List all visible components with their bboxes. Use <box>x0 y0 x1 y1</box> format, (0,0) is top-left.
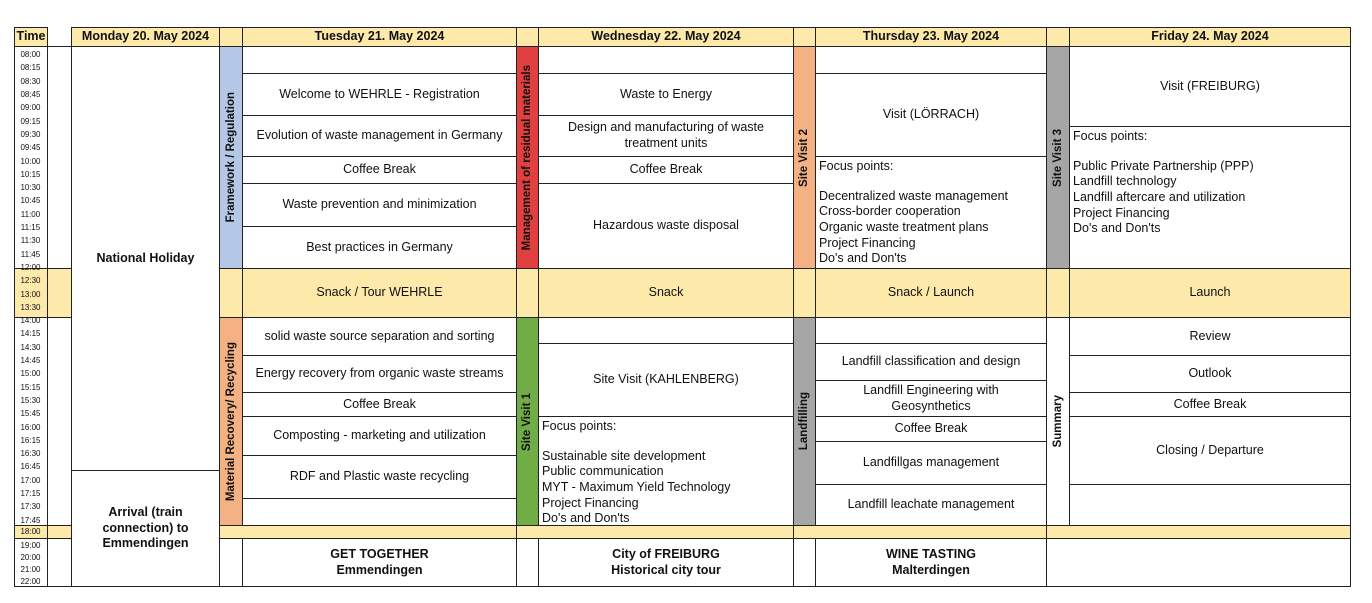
focus-item: Do's and Don'ts <box>1073 221 1161 236</box>
tuesday-session: Energy recovery from organic waste streams <box>242 355 517 393</box>
focus-item: Organic waste treatment plans <box>819 219 989 234</box>
time-label: 10:00 <box>20 156 41 166</box>
focus-item: Do's and Don'ts <box>542 511 630 526</box>
time-label: 14:15 <box>20 329 41 339</box>
tuesday-slot-1730 <box>242 498 517 526</box>
header-sep-3 <box>793 27 816 47</box>
header-friday: Friday 24. May 2024 <box>1069 27 1351 47</box>
header-sep-4 <box>1046 27 1070 47</box>
wednesday-evening-sep <box>516 538 539 587</box>
time-label: 13:00 <box>20 289 41 299</box>
blank-evening <box>47 538 72 587</box>
friday-focus-points <box>1069 126 1351 269</box>
time-label: 15:15 <box>20 382 41 392</box>
time-label: 08:00 <box>20 50 41 60</box>
focus-item: Project Financing <box>819 235 916 250</box>
friday-label-summary <box>1046 317 1070 526</box>
time-label: 17:45 <box>20 515 41 525</box>
wednesday-evening-place: Historical city tour <box>611 562 721 577</box>
friday-evening <box>1046 538 1351 587</box>
time-label: 16:45 <box>20 462 41 472</box>
time-label: 09:30 <box>20 129 41 139</box>
tuesday-label-material <box>219 317 243 526</box>
focus-item: Landfill technology <box>1073 174 1177 189</box>
time-label: 22:00 <box>20 576 41 586</box>
tuesday-label-framework-text: Framework / Regulation <box>224 92 237 223</box>
time-label: 08:30 <box>20 76 41 86</box>
wednesday-session: Hazardous waste disposal <box>538 183 794 269</box>
time-label: 11:45 <box>20 249 41 259</box>
thursday-evening <box>815 538 1047 587</box>
thursday-coffee-break: Coffee Break <box>815 416 1047 442</box>
tuesday-evening <box>242 538 517 587</box>
wednesday-slot-1400 <box>538 317 794 344</box>
monday-national-holiday: National Holiday <box>71 46 220 471</box>
thursday-label-landfilling-text: Landfilling <box>798 392 811 451</box>
wednesday-coffee-break: Coffee Break <box>538 156 794 184</box>
thursday-evening-sep <box>793 538 816 587</box>
time-label: 14:30 <box>20 342 41 352</box>
friday-lunch: Launch <box>1069 268 1351 318</box>
header-sep-1 <box>219 27 243 47</box>
focus-item: Public communication <box>542 464 664 479</box>
tuesday-lunch-sep <box>219 268 243 318</box>
thursday-session: Landfill classification and design <box>815 343 1047 381</box>
time-label: 13:30 <box>20 302 41 312</box>
time-label: 17:30 <box>20 502 41 512</box>
time-label: 18:00 <box>20 527 41 536</box>
tuesday-session: Best practices in Germany <box>242 226 517 269</box>
friday-evening-band <box>1046 525 1351 539</box>
header-sep-2 <box>516 27 539 47</box>
time-label: 08:45 <box>20 90 41 100</box>
thursday-label-site-visit-2 <box>793 46 816 269</box>
time-label: 14:00 <box>20 316 41 326</box>
tuesday-label-framework <box>219 46 243 269</box>
header-thursday: Thursday 23. May 2024 <box>815 27 1047 47</box>
time-label: 09:45 <box>20 143 41 153</box>
wednesday-label-site-visit-1-text: Site Visit 1 <box>521 392 534 451</box>
focus-item: Public Private Partnership (PPP) <box>1073 158 1254 173</box>
tuesday-session: Evolution of waste management in Germany <box>242 115 517 157</box>
thursday-lunch-sep <box>793 268 816 318</box>
friday-lunch-sep <box>1046 268 1070 318</box>
wednesday-evening <box>538 538 794 587</box>
time-label: 14:45 <box>20 356 41 366</box>
header-tuesday: Tuesday 21. May 2024 <box>242 27 517 47</box>
time-label: 11:30 <box>20 236 41 246</box>
friday-focus-title: Focus points: <box>1073 129 1148 143</box>
thursday-session: Landfillgas management <box>815 441 1047 485</box>
time-label: 15:30 <box>20 395 41 405</box>
focus-item: Cross-border cooperation <box>819 204 961 219</box>
time-label: 11:15 <box>20 223 41 233</box>
focus-item: Landfill aftercare and utilization <box>1073 189 1246 204</box>
friday-label-summary-text: Summary <box>1051 395 1064 448</box>
thursday-evening-title: WINE TASTING <box>885 546 977 561</box>
tuesday-session: Waste prevention and minimization <box>242 183 517 227</box>
thursday-focus-title: Focus points: <box>819 159 894 173</box>
tuesday-session: Composting - marketing and utilization <box>242 416 517 456</box>
thursday-session: Landfill leachate management <box>815 484 1047 526</box>
time-label: 12:30 <box>20 276 41 286</box>
focus-item: Do's and Don'ts <box>819 251 907 266</box>
thursday-session: Landfill Engineering with Geosynthetics <box>815 380 1047 417</box>
wednesday-focus-title: Focus points: <box>542 419 617 433</box>
blank-evening-band <box>47 525 72 539</box>
wednesday-label-management-text: Management of residual materials <box>521 64 534 251</box>
tuesday-session: Welcome to WEHRLE - Registration <box>242 73 517 116</box>
tuesday-coffee-break: Coffee Break <box>242 156 517 184</box>
friday-label-site-visit-3 <box>1046 46 1070 269</box>
thursday-evening-place: Malterdingen <box>892 562 970 577</box>
wednesday-session: Waste to Energy <box>538 73 794 116</box>
tuesday-coffee-break: Coffee Break <box>242 392 517 417</box>
thursday-site-visit: Visit (LÖRRACH) <box>815 73 1047 157</box>
time-label: 08:15 <box>20 63 41 73</box>
time-label: 12:00 <box>20 262 41 272</box>
tuesday-evening-place: Emmendingen <box>336 562 423 577</box>
time-label: 15:45 <box>20 409 41 419</box>
wednesday-session: Design and manufacturing of waste treatment units <box>538 115 794 157</box>
tuesday-slot-0800 <box>242 46 517 74</box>
wednesday-slot-0800 <box>538 46 794 74</box>
friday-slot-1700 <box>1069 484 1351 526</box>
tuesday-evening-band <box>219 525 517 539</box>
wednesday-lunch: Snack <box>538 268 794 318</box>
friday-session: Outlook <box>1069 355 1351 393</box>
thursday-slot-1400 <box>815 317 1047 344</box>
blank-lunch <box>47 268 72 318</box>
header-monday: Monday 20. May 2024 <box>71 27 220 47</box>
header-time: Time <box>14 27 48 47</box>
time-label: 20:00 <box>20 552 41 562</box>
focus-item: Project Financing <box>542 495 639 510</box>
time-label: 10:15 <box>20 169 41 179</box>
time-label: 19:00 <box>20 540 41 550</box>
focus-item: MYT - Maximum Yield Technology <box>542 479 731 494</box>
wednesday-evening-band <box>516 525 794 539</box>
time-label: 16:00 <box>20 422 41 432</box>
wednesday-label-site-visit-1 <box>516 317 539 526</box>
thursday-focus-points <box>815 156 1047 269</box>
wednesday-evening-title: City of FREIBURG <box>612 546 720 561</box>
time-label: 09:15 <box>20 116 41 126</box>
time-label: 16:15 <box>20 435 41 445</box>
time-label: 17:00 <box>20 475 41 485</box>
tuesday-session: RDF and Plastic waste recycling <box>242 455 517 499</box>
friday-session: Review <box>1069 317 1351 356</box>
wednesday-site-visit: Site Visit (KAHLENBERG) <box>538 343 794 417</box>
focus-item: Decentralized waste management <box>819 188 1008 203</box>
time-label: 10:45 <box>20 196 41 206</box>
thursday-evening-band <box>793 525 1047 539</box>
time-label: 17:15 <box>20 489 41 499</box>
time-label: 15:00 <box>20 369 41 379</box>
tuesday-session: solid waste source separation and sorting <box>242 317 517 356</box>
friday-session: Closing / Departure <box>1069 416 1351 485</box>
time-label: 09:00 <box>20 103 41 113</box>
time-label: 16:30 <box>20 449 41 459</box>
tuesday-evening-title: GET TOGETHER <box>330 546 429 561</box>
thursday-lunch: Snack / Launch <box>815 268 1047 318</box>
thursday-label-site-visit-2-text: Site Visit 2 <box>798 128 811 187</box>
header-wednesday: Wednesday 22. May 2024 <box>538 27 794 47</box>
friday-site-visit: Visit (FREIBURG) <box>1069 46 1351 127</box>
time-label: 21:00 <box>20 564 41 574</box>
wednesday-label-management <box>516 46 539 269</box>
friday-coffee-break: Coffee Break <box>1069 392 1351 417</box>
focus-item: Project Financing <box>1073 205 1170 220</box>
monday-arrival: Arrival (train connection) to Emmendingen <box>71 470 220 587</box>
wednesday-focus-points <box>538 416 794 526</box>
tuesday-evening-sep <box>219 538 243 587</box>
tuesday-lunch: Snack / Tour WEHRLE <box>242 268 517 318</box>
thursday-label-landfilling <box>793 317 816 526</box>
tuesday-label-material-text: Material Recovery/ Recycling <box>224 341 237 502</box>
focus-item: Sustainable site development <box>542 448 706 463</box>
thursday-slot-0800 <box>815 46 1047 74</box>
time-label: 11:00 <box>20 209 41 219</box>
time-label: 10:30 <box>20 183 41 193</box>
wednesday-lunch-sep <box>516 268 539 318</box>
friday-label-site-visit-3-text: Site Visit 3 <box>1051 128 1064 187</box>
